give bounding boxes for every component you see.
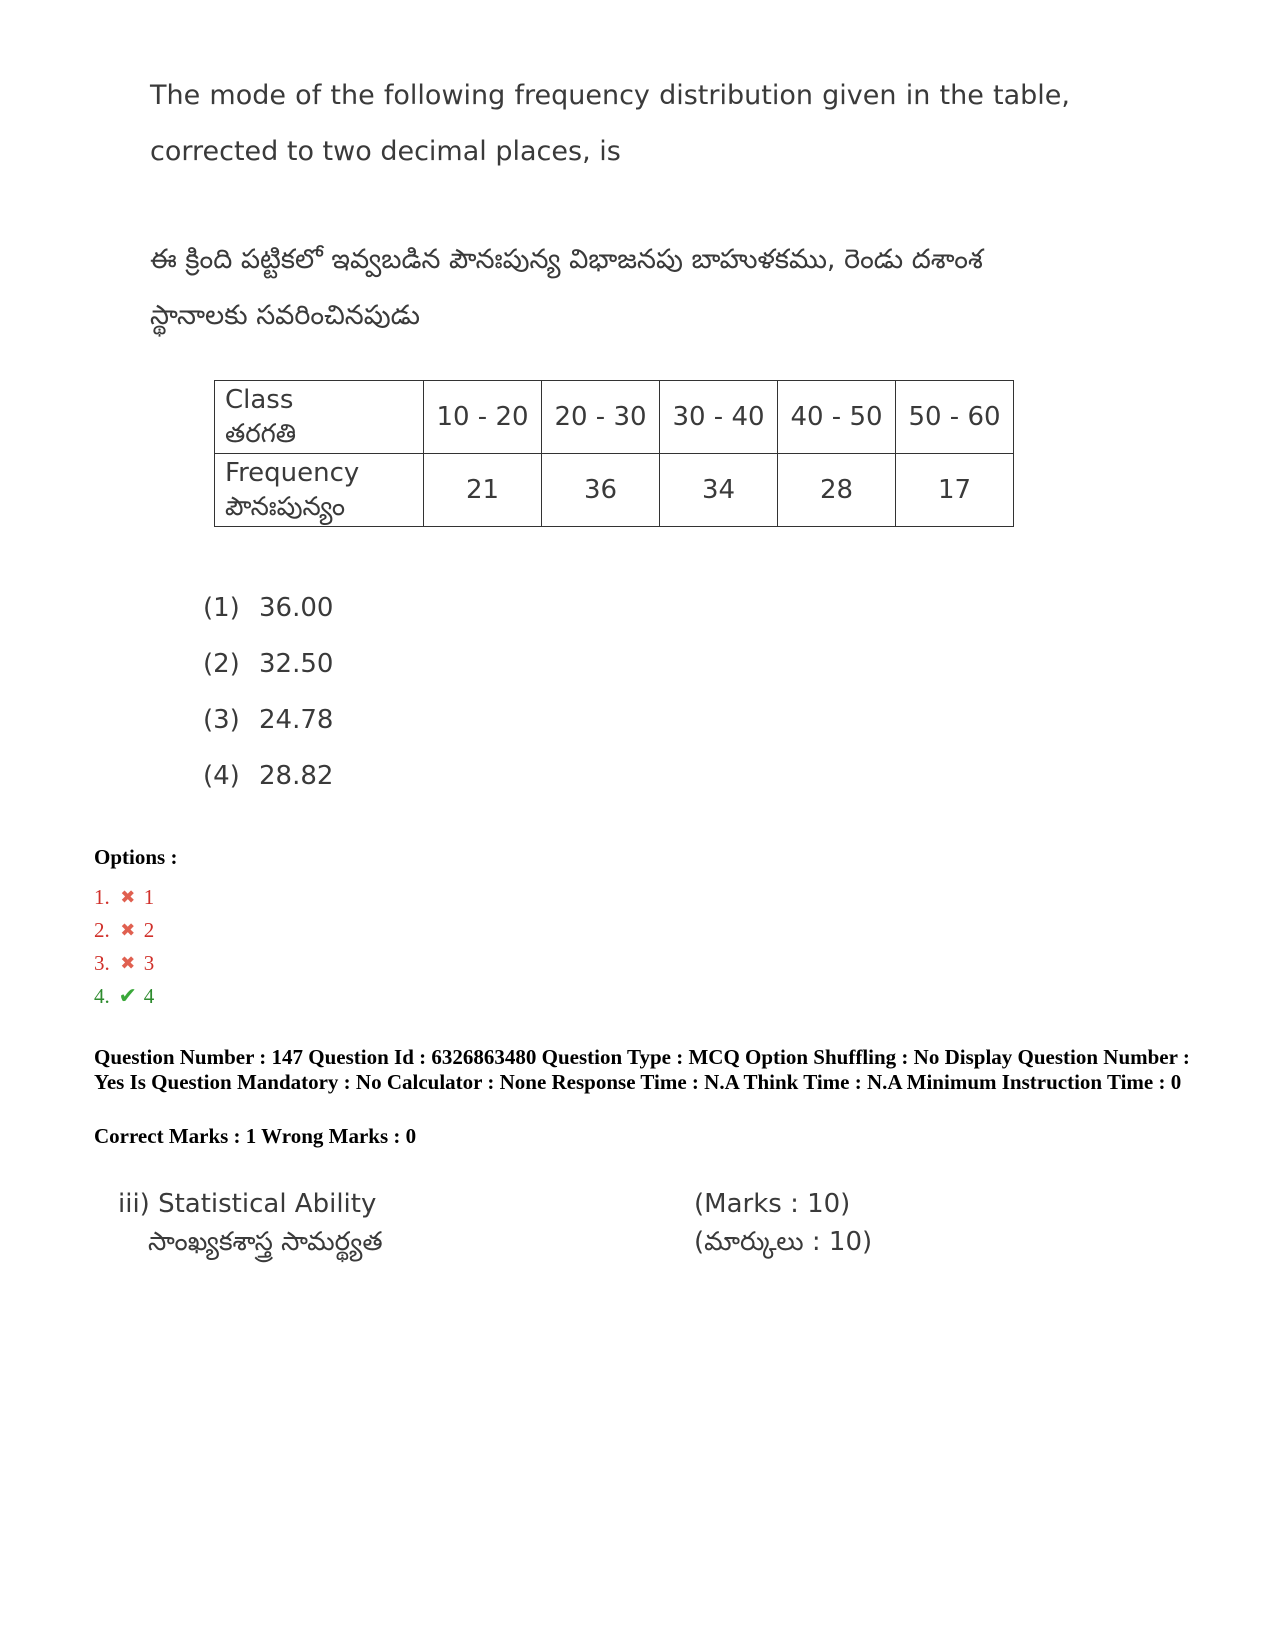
cross-icon: ✖ bbox=[120, 886, 136, 907]
section-title-en: iii) Statistical Ability bbox=[118, 1189, 377, 1219]
table-row-class bbox=[215, 381, 1014, 454]
answer-choices bbox=[203, 588, 333, 812]
options-list bbox=[94, 880, 154, 1012]
choice-number: (4) bbox=[203, 761, 240, 791]
class-cell: 10 - 20 bbox=[424, 381, 542, 454]
frequency-header bbox=[215, 454, 424, 527]
cross-icon: ✖ bbox=[120, 919, 136, 940]
option-label: 1 bbox=[143, 884, 155, 909]
frequency-cell: 28 bbox=[778, 454, 896, 527]
class-cell: 40 - 50 bbox=[778, 381, 896, 454]
choice-number: (2) bbox=[203, 649, 240, 679]
option-item bbox=[94, 880, 154, 913]
choice-value: 32.50 bbox=[259, 649, 334, 679]
choice-item bbox=[203, 756, 333, 812]
class-cell: 50 - 60 bbox=[896, 381, 1014, 454]
option-index: 2. bbox=[94, 917, 110, 942]
choice-item bbox=[203, 644, 333, 700]
frequency-label-te: పౌనఃపున్యం bbox=[225, 492, 346, 522]
option-item bbox=[94, 946, 154, 979]
class-label-en: Class bbox=[225, 385, 294, 415]
frequency-cell: 17 bbox=[896, 454, 1014, 527]
class-header bbox=[215, 381, 424, 454]
choice-number: (1) bbox=[203, 593, 240, 623]
cross-icon: ✖ bbox=[120, 952, 136, 973]
frequency-cell: 21 bbox=[424, 454, 542, 527]
choice-value: 36.00 bbox=[259, 593, 334, 623]
choice-item bbox=[203, 588, 333, 644]
section-marks bbox=[694, 1185, 872, 1261]
question-text-telugu: ఈ క్రింది పట్టికలో ఇవ్వబడిన పౌనఃపున్య విభాజనపు బాహుళకము, రెండు దశాంశ స్థానాలకు సవరించినపుడు bbox=[150, 244, 983, 331]
option-index: 4. bbox=[94, 983, 110, 1008]
frequency-cell: 34 bbox=[660, 454, 778, 527]
option-index: 3. bbox=[94, 950, 110, 975]
section-title bbox=[118, 1185, 383, 1261]
choice-number: (3) bbox=[203, 705, 240, 735]
option-label: 4 bbox=[143, 983, 155, 1008]
class-label-te: తరగతి bbox=[225, 419, 297, 449]
class-cell: 20 - 30 bbox=[542, 381, 660, 454]
marks-info: Correct Marks : 1 Wrong Marks : 0 bbox=[94, 1124, 417, 1148]
choice-item bbox=[203, 700, 333, 756]
option-item bbox=[94, 979, 154, 1012]
frequency-label-en: Frequency bbox=[225, 458, 360, 488]
question-info: Question Number : 147 Question Id : 6326863480 Question Type : MCQ Option Shuffling : No Display Question Number : Yes Is Question Mandatory : No Calculator : None Response Time : N.A Think Time : N.A Minimum Instruction Time : 0 bbox=[94, 1045, 1190, 1094]
table-row-frequency bbox=[215, 454, 1014, 527]
option-label: 3 bbox=[143, 950, 155, 975]
section-marks-en: (Marks : 10) bbox=[694, 1189, 851, 1219]
frequency-table bbox=[214, 380, 1014, 527]
class-cell: 30 - 40 bbox=[660, 381, 778, 454]
check-icon: ✔ bbox=[118, 982, 137, 1008]
choice-value: 28.82 bbox=[259, 761, 334, 791]
frequency-cell: 36 bbox=[542, 454, 660, 527]
options-title: Options : bbox=[94, 845, 178, 869]
option-index: 1. bbox=[94, 884, 110, 909]
option-label: 2 bbox=[143, 917, 155, 942]
choice-value: 24.78 bbox=[259, 705, 334, 735]
section-title-te: సాంఖ్యకశాస్త్ర సామర్థ్యత bbox=[148, 1227, 383, 1257]
question-text-english: The mode of the following frequency distribution given in the table, corrected to two decimal places, is bbox=[150, 80, 1070, 167]
option-item bbox=[94, 913, 154, 946]
section-marks-te: (మార్కులు : 10) bbox=[694, 1227, 873, 1257]
